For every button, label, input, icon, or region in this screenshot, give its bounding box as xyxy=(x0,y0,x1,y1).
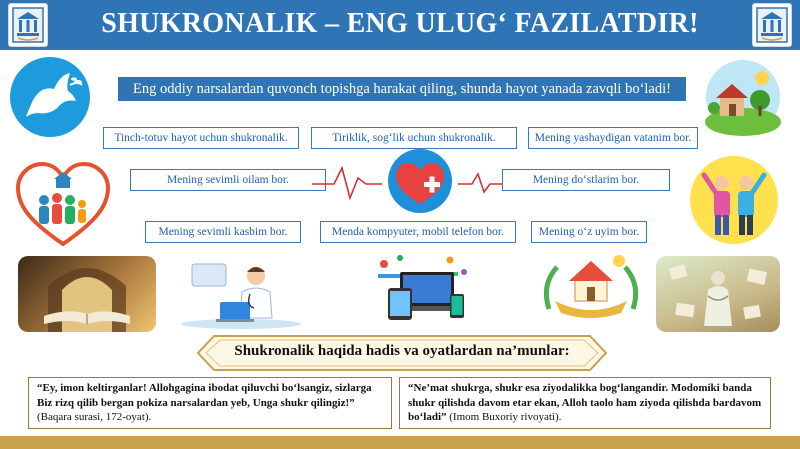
dove-icon xyxy=(8,55,92,139)
page-title: SHUKRONALIK – ENG ULUG‘ FAZILATDIR! xyxy=(101,8,699,39)
pill-homeland: Mening yashaydigan vatanim bor. xyxy=(528,127,698,149)
pill-peace: Tinch-totuv hayot uchun shukronalik. xyxy=(103,127,299,149)
subtitle-banner: Eng oddiy narsalardan quvonch topishga harakat qiling, shunda hayot yanada zavqli bo‘ladi! xyxy=(118,77,686,101)
family-heart-icon xyxy=(14,160,112,248)
book-arch-icon xyxy=(18,256,156,332)
pill-health: Tiriklik, sog‘lik uchun shukronalik. xyxy=(311,127,517,149)
heart-pulse-icon xyxy=(312,148,502,214)
quote-box-right xyxy=(399,377,771,429)
doctor-laptop-icon xyxy=(176,258,306,330)
home-wreath-icon xyxy=(535,249,647,319)
section-banner xyxy=(196,334,608,372)
pill-devices: Menda kompyuter, mobil telefon bor. xyxy=(320,221,516,243)
banner-title: Shukronalik haqida hadis va oyatlardan na’munlar: xyxy=(234,343,570,359)
pill-profession: Mening sevimli kasbim bor. xyxy=(145,221,301,243)
pill-friends: Mening do‘stlarim bor. xyxy=(502,169,670,191)
university-logo-icon xyxy=(752,3,792,47)
quote-text: “Ne’mat shukrga, shukr esa ziyodalikka bog‘langandir. Modomiki banda shukr qilishda davom etar ekan, Alloh taolo ham ziyoda qilishda bardavom bo‘ladi” xyxy=(408,382,762,423)
bottom-ornament-bar xyxy=(0,436,800,449)
quote-box-left xyxy=(28,377,392,429)
pill-own-house: Mening o‘z uyim bor. xyxy=(531,221,647,243)
university-logo-icon xyxy=(8,3,48,47)
quote-source: (Baqara surasi, 172-oyat). xyxy=(37,411,152,423)
house-landscape-icon xyxy=(702,58,784,136)
quote-text: “Ey, imon keltirganlar! Allohgagina ibodat qiluvchi bo‘lsangiz, sizlarga Biz rizq qilib bergan pokiza narsalardan yeb, Unga shukr qilingiz!” xyxy=(37,382,372,409)
devices-icon xyxy=(370,250,472,324)
quote-source: (Imom Buxoriy rivoyati). xyxy=(449,411,562,423)
gratitude-illustration-icon xyxy=(656,256,780,332)
friends-icon xyxy=(688,155,780,245)
pill-family: Mening sevimli oilam bor. xyxy=(130,169,326,191)
